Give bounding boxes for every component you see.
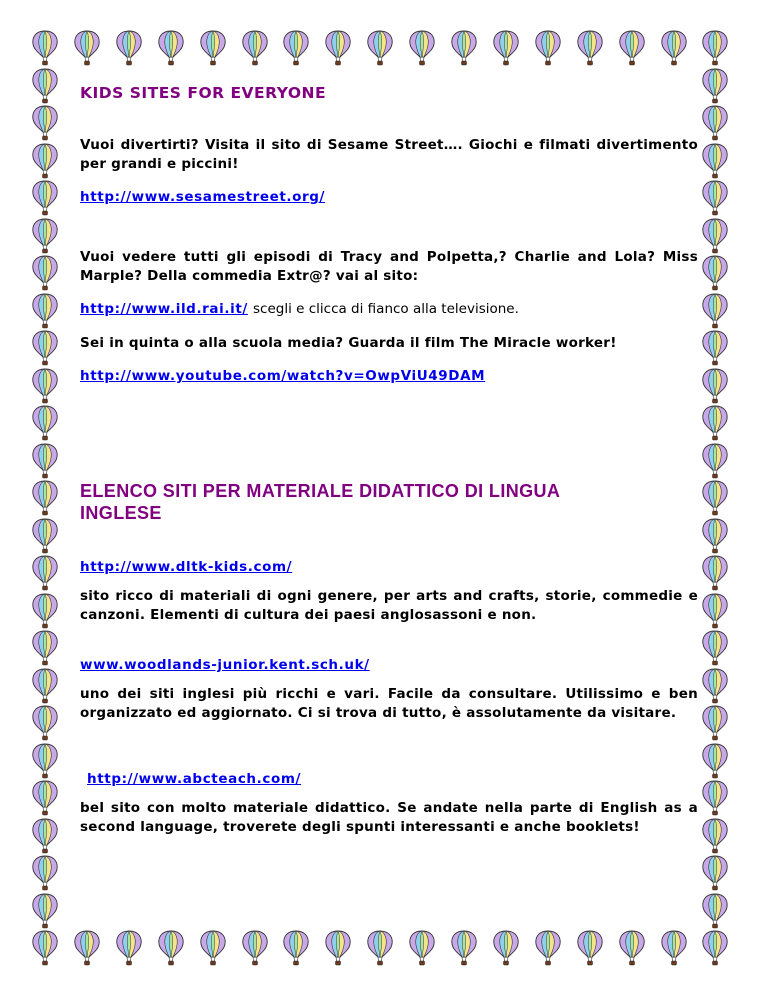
link-dltk[interactable]: http://www.dltk-kids.com/ xyxy=(80,559,293,575)
hot-air-balloon-icon xyxy=(659,30,689,66)
hot-air-balloon-icon xyxy=(72,930,102,966)
hot-air-balloon-icon xyxy=(700,555,730,591)
hot-air-balloon-icon xyxy=(700,330,730,366)
hot-air-balloon-icon xyxy=(323,930,353,966)
hot-air-balloon-icon xyxy=(700,30,730,66)
hot-air-balloon-icon xyxy=(240,30,270,66)
hot-air-balloon-icon xyxy=(617,30,647,66)
hot-air-balloon-icon xyxy=(700,893,730,929)
hot-air-balloon-icon xyxy=(30,480,60,516)
hot-air-balloon-icon xyxy=(30,30,60,66)
hot-air-balloon-icon xyxy=(700,180,730,216)
hot-air-balloon-icon xyxy=(365,30,395,66)
hot-air-balloon-icon xyxy=(449,30,479,66)
hot-air-balloon-icon xyxy=(30,930,60,966)
hot-air-balloon-icon xyxy=(575,30,605,66)
hot-air-balloon-icon xyxy=(30,630,60,666)
entry-description: Vuoi divertirti? Visita il sito di Sesame Street…. Giochi e filmati divertimento per grandi e piccini! xyxy=(80,137,698,172)
hot-air-balloon-icon xyxy=(700,630,730,666)
hot-air-balloon-icon xyxy=(700,668,730,704)
hot-air-balloon-icon xyxy=(30,105,60,141)
hot-air-balloon-icon xyxy=(30,68,60,104)
entry-abcteach xyxy=(80,768,698,837)
hot-air-balloon-icon xyxy=(30,218,60,254)
hot-air-balloon-icon xyxy=(281,930,311,966)
hot-air-balloon-icon xyxy=(449,930,479,966)
hot-air-balloon-icon xyxy=(198,930,228,966)
hot-air-balloon-icon xyxy=(700,293,730,329)
link-note: scegli e clicca di fianco alla televisione. xyxy=(253,301,519,317)
link-youtube[interactable]: http://www.youtube.com/watch?v=OwpViU49DAM xyxy=(80,368,486,384)
hot-air-balloon-icon xyxy=(700,743,730,779)
section-title-teaching-sites: ELENCO SITI PER MATERIALE DIDATTICO DI LINGUA INGLESE xyxy=(80,481,560,523)
entry-sesame-street xyxy=(80,136,698,205)
hot-air-balloon-icon xyxy=(700,105,730,141)
section-kids-sites xyxy=(80,84,698,102)
hot-air-balloon-icon xyxy=(700,818,730,854)
hot-air-balloon-icon xyxy=(700,855,730,891)
hot-air-balloon-icon xyxy=(30,668,60,704)
hot-air-balloon-icon xyxy=(30,180,60,216)
hot-air-balloon-icon xyxy=(30,368,60,404)
entry-description: Sei in quinta o alla scuola media? Guarda il film The Miracle worker! xyxy=(80,335,617,351)
hot-air-balloon-icon xyxy=(30,743,60,779)
hot-air-balloon-icon xyxy=(700,443,730,479)
entry-description: Vuoi vedere tutti gli episodi di Tracy and Polpetta,? Charlie and Lola? Miss Marple? Della commedia Extr@? vai al sito: xyxy=(80,249,698,284)
hot-air-balloon-icon xyxy=(30,780,60,816)
hot-air-balloon-icon xyxy=(407,30,437,66)
hot-air-balloon-icon xyxy=(240,930,270,966)
hot-air-balloon-icon xyxy=(30,143,60,179)
hot-air-balloon-icon xyxy=(533,30,563,66)
hot-air-balloon-icon xyxy=(30,330,60,366)
link-woodlands[interactable]: www.woodlands-junior.kent.sch.uk/ xyxy=(80,657,370,673)
hot-air-balloon-icon xyxy=(407,930,437,966)
hot-air-balloon-icon xyxy=(700,705,730,741)
hot-air-balloon-icon xyxy=(30,255,60,291)
hot-air-balloon-icon xyxy=(72,30,102,66)
hot-air-balloon-icon xyxy=(700,368,730,404)
hot-air-balloon-icon xyxy=(533,930,563,966)
entry-miracle-worker xyxy=(80,334,698,384)
hot-air-balloon-icon xyxy=(30,518,60,554)
hot-air-balloon-icon xyxy=(156,30,186,66)
link-rai[interactable]: http://www.ild.rai.it/ xyxy=(80,301,248,317)
entry-description: sito ricco di materiali di ogni genere, per arts and crafts, storie, commedie e canzoni. Elementi di cultura dei paesi anglosassoni e non. xyxy=(80,588,698,623)
hot-air-balloon-icon xyxy=(30,705,60,741)
hot-air-balloon-icon xyxy=(491,930,521,966)
hot-air-balloon-icon xyxy=(700,255,730,291)
section-teaching-sites xyxy=(80,480,698,524)
hot-air-balloon-icon xyxy=(700,143,730,179)
hot-air-balloon-icon xyxy=(30,855,60,891)
hot-air-balloon-icon xyxy=(491,30,521,66)
hot-air-balloon-icon xyxy=(700,480,730,516)
hot-air-balloon-icon xyxy=(30,293,60,329)
hot-air-balloon-icon xyxy=(700,518,730,554)
hot-air-balloon-icon xyxy=(700,780,730,816)
entry-description: bel sito con molto materiale didattico. Se andate nella parte di English as a second language, troverete degli spunti interessanti e anche booklets! xyxy=(80,800,698,835)
hot-air-balloon-icon xyxy=(700,218,730,254)
hot-air-balloon-icon xyxy=(30,555,60,591)
hot-air-balloon-icon xyxy=(700,593,730,629)
hot-air-balloon-icon xyxy=(114,930,144,966)
hot-air-balloon-icon xyxy=(114,30,144,66)
hot-air-balloon-icon xyxy=(700,405,730,441)
hot-air-balloon-icon xyxy=(575,930,605,966)
hot-air-balloon-icon xyxy=(30,405,60,441)
hot-air-balloon-icon xyxy=(365,930,395,966)
hot-air-balloon-icon xyxy=(30,893,60,929)
link-abcteach[interactable]: http://www.abcteach.com/ xyxy=(87,771,302,787)
hot-air-balloon-icon xyxy=(198,30,228,66)
link-sesame-street[interactable]: http://www.sesamestreet.org/ xyxy=(80,189,326,205)
hot-air-balloon-icon xyxy=(700,68,730,104)
hot-air-balloon-icon xyxy=(617,930,647,966)
hot-air-balloon-icon xyxy=(30,443,60,479)
hot-air-balloon-icon xyxy=(700,930,730,966)
entry-description: uno dei siti inglesi più ricchi e vari. Facile da consultare. Utilissimo e ben organizzato ed aggiornato. Ci si trova di tutto, è assolutamente da visitare. xyxy=(80,686,698,721)
entry-rai xyxy=(80,248,698,317)
hot-air-balloon-icon xyxy=(281,30,311,66)
hot-air-balloon-icon xyxy=(323,30,353,66)
section-title-kids-sites: KIDS SITES FOR EVERYONE xyxy=(80,84,327,102)
hot-air-balloon-icon xyxy=(30,818,60,854)
hot-air-balloon-icon xyxy=(659,930,689,966)
hot-air-balloon-icon xyxy=(156,930,186,966)
hot-air-balloon-icon xyxy=(30,593,60,629)
entry-dltk xyxy=(80,556,698,625)
entry-woodlands xyxy=(80,654,698,723)
